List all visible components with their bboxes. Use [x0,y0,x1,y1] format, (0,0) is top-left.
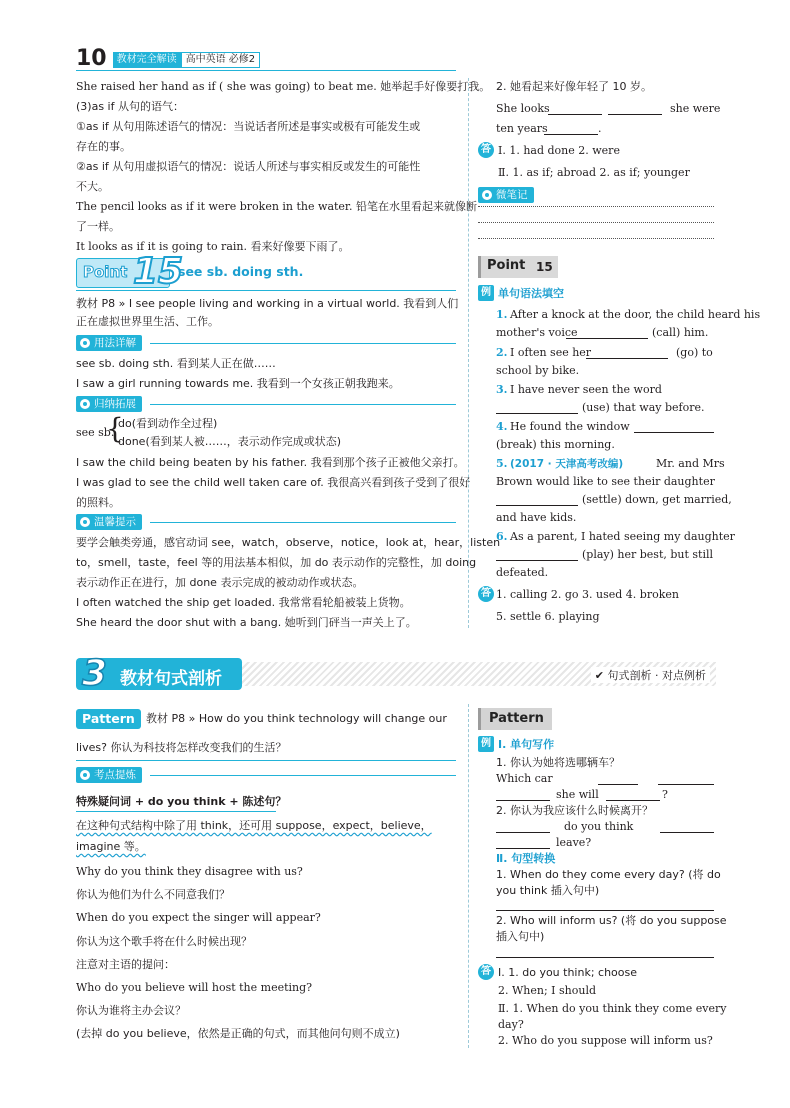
answer-line: day? [498,1018,524,1031]
summary-option: do(看到动作全过程) [118,417,218,430]
example-badge: 例 [478,736,494,752]
heading-rule [76,290,456,291]
book-title-badge: 高中英语 必修2 [181,52,261,68]
answer-blank[interactable] [496,800,550,801]
answer-line: Ⅰ. 1. do you think; choose [498,966,638,979]
textbook-source-line: 正在虚拟世界里生活、工作。 [76,315,219,328]
bulb-icon [80,517,90,527]
text-line: I was glad to see the child well taken care of. 我很高兴看到孩子受到了很好 [76,476,471,489]
item-text: (use) that way before. [582,401,705,414]
item-number: 4. [496,420,508,433]
heading-rule [76,760,456,761]
item-text: (play) her best, but still [582,548,714,561]
question-prompt: 2. 她看起来好像年轻了 10 岁。 [496,80,652,93]
point-phrase: see sb. doing sth. [178,264,304,279]
brace-symbol: { [106,412,124,445]
answer-line-blank[interactable] [496,910,714,911]
answer-line: 2. When; I should [498,984,597,997]
answer-blank[interactable] [566,338,648,339]
point-heading-box [76,251,184,292]
text-line: 要学会触类旁通，感官动词 see，watch，observe，notice，look at，hear，listen [76,536,501,549]
question-text: She looks [496,102,550,115]
item-text: Mr. and Mrs [656,457,725,470]
item-number: 2. [496,346,508,359]
answer-blank[interactable] [496,848,550,849]
textbook-source-line: 教材 P8 » How do you think technology will change our [146,712,447,725]
text-line: Who do you believe will host the meeting? [76,981,313,994]
item-text: (break) this morning. [496,438,615,451]
question-text: 2. Who will inform us? (将 do you suppose [496,914,727,927]
tag-rule [150,404,456,405]
item-text: and have kids. [496,511,577,524]
text-line: She heard the door shut with a bang. 她听到门砰当一声关上了。 [76,616,417,629]
section-subtitle: ✔ 句式剖析 · 对点例析 [591,667,710,683]
page-header [76,44,260,70]
answer-blank[interactable] [548,114,602,115]
pattern-formula: 特殊疑问词 + do you think + 陈述句？ [76,795,287,808]
question-text: you think 插入句中) [496,884,600,897]
text-line: I saw a girl running towards me. 我看到一个女孩正朝我跑来。 [76,377,400,390]
pattern-label: Pattern [76,709,141,729]
note-line[interactable] [478,238,714,239]
example-badge: 例 [478,285,494,301]
tag-usage-detail [76,335,142,351]
text-line: The pencil looks as if it were broken in the water. 铅笔在水里看起来就像断 [76,200,477,213]
answer-blank[interactable] [608,114,662,115]
summary-lead: see sb. [76,426,115,439]
item-number: 1. [496,308,508,321]
answer-blank[interactable] [586,358,668,359]
answer-blank[interactable] [606,800,660,801]
question-text: 插入句中) [496,930,545,943]
text-line: imagine 等。 [76,840,146,853]
question-prompt: 2. 你认为我应该什么时候离开？ [496,804,653,817]
column-divider-bottom [468,704,469,1048]
text-line: 你认为他们为什么不同意我们？ [76,888,230,901]
exercise-title: Ⅰ. 单句写作 [498,738,555,751]
banner-box [76,653,242,694]
item-number: 3. [496,383,508,396]
exercise-title: 单句语法填空 [498,287,564,300]
pattern-exercise-label: Pattern [478,708,552,730]
tag-rule [150,343,456,344]
summary-option: done(看到某人被……，表示动作完成或状态) [118,435,342,448]
section-title: 教材句式剖析 [120,669,222,689]
tag-key-point [76,767,142,783]
tag-label: 用法详解 [94,337,136,349]
answer-blank[interactable] [496,560,578,561]
item-text: He found the window [510,420,630,433]
period-text: . [598,122,602,135]
book-series-badge: 教材完全解读 [113,52,181,68]
text-line: 表示动作正在进行，加 done 表示完成的被动动作或状态。 [76,576,364,589]
text-line: 注意对主语的提问： [76,958,175,971]
item-text: (settle) down, get married, [582,493,732,506]
point-word: Point [487,258,526,273]
item-text: defeated. [496,566,549,579]
text-line: 的照料。 [76,496,120,509]
item-text: school by bike. [496,364,580,377]
formula-underline [76,811,276,812]
section-banner [76,653,716,694]
answer-blank[interactable] [658,784,714,785]
tag-tip [76,514,142,530]
point-number: 15 [536,260,553,274]
answer-blank[interactable] [496,413,578,414]
text-line: ①as if 从句用陈述语气的情况：当说话者所述是事实或极有可能发生或 [76,120,421,133]
answer-line: 1. calling 2. go 3. used 4. broken [496,588,679,601]
question-text: she will [556,788,599,801]
answer-line-blank[interactable] [496,957,714,958]
answer-blank[interactable] [598,784,638,785]
question-text: ten years [496,122,548,135]
tag-label: 归纳拓展 [94,398,136,410]
header-rule [76,70,456,71]
text-line: I saw the child being beaten by his father. 我看到那个孩子正被他父亲打。 [76,456,465,469]
item-number: 6. [496,530,508,543]
text-line: When do you expect the singer will appear? [76,911,321,924]
answer-blank[interactable] [634,432,714,433]
text-line: It looks as if it is going to rain. 看来好像要下雨了。 [76,240,350,253]
item-source: (2017 · 天津高考改编) [510,458,624,470]
text-line: 在这种句式结构中除了用 think，还可用 suppose，expect，believe， [76,819,432,832]
gear-icon [80,770,90,780]
answer-badge: 答 [478,586,494,602]
item-text: (call) him. [652,326,709,339]
text-line: I often watched the ship get loaded. 我常常看轮船被装上货物。 [76,596,411,609]
item-text: Brown would like to see their daughter [496,475,715,488]
text-line: 了一样。 [76,220,120,233]
answer-line: 2. Who do you suppose will inform us? [498,1034,713,1047]
item-text: I have never seen the word [510,383,662,396]
text-line: 存在的事。 [76,140,131,153]
note-line[interactable] [478,222,714,223]
text-line: 你认为谁将主办会议？ [76,1004,186,1017]
exercise-title: Ⅱ. 句型转换 [496,852,556,865]
bulb-icon [80,399,90,409]
question-text: leave? [556,836,592,849]
text-line: see sb. doing sth. 看到某人正在做…… [76,357,276,370]
textbook-source-line: lives? 你认为科技将怎样改变我们的生活？ [76,741,287,754]
answer-line: Ⅰ. 1. had done 2. were [498,144,620,157]
bulb-icon [80,338,90,348]
text-line: Why do you think they disagree with us? [76,865,303,878]
question-text: do you think [564,820,634,833]
answer-line: 5. settle 6. playing [496,610,600,623]
text-line: to，smell，taste，feel 等的用法基本相似，加 do 表示动作的完整性，加 doing [76,556,477,569]
answer-blank[interactable] [496,832,550,833]
point-number: 15 [133,251,184,292]
answer-blank[interactable] [660,832,714,833]
tag-rule [150,775,456,776]
text-line: She raised her hand as if ( she was going) to beat me. 她举起手好像要打我。 [76,80,491,93]
item-text: I often see her [510,346,592,359]
tag-label: 温馨提示 [94,516,136,528]
item-text: (go) to [676,346,713,359]
question-prompt: 1. 你认为她将选哪辆车？ [496,756,620,769]
check-icon: ✔ [594,669,608,682]
tag-summary [76,396,142,412]
text-line: 不大。 [76,180,109,193]
text-line: ②as if 从句用虚拟语气的情况：说话人所述与事实相反或发生的可能性 [76,160,421,173]
question-mark: ? [662,788,668,801]
tag-notes [478,187,534,203]
answer-line: Ⅱ. 1. as if; abroad 2. as if; younger [498,166,690,179]
question-text: 1. When do they come every day? (将 do [496,868,721,881]
answer-line: Ⅱ. 1. When do you think they come every [498,1002,727,1015]
pencil-icon [482,190,492,200]
item-text: As a parent, I hated seeing my daughter [510,530,735,543]
text-line: (去掉 do you believe，依然是正确的句式，而其他问句则不成立) [76,1027,400,1040]
item-text: mother's voice [496,326,578,339]
point-word: Point [83,263,128,281]
answer-badge: 答 [478,964,494,980]
answer-blank[interactable] [496,505,578,506]
tag-label: 微笔记 [496,189,528,201]
tag-label: 考点提炼 [94,769,136,781]
text-line: 你认为这个歌手将在什么时候出现？ [76,935,252,948]
textbook-source-line: 教材 P8 » I see people living and working in a virtual world. 我看到人们 [76,297,459,310]
answer-badge: 答 [478,142,494,158]
question-text: she were [670,102,721,115]
item-number: 5. [496,457,508,470]
item-text: After a knock at the door, the child heard his [510,308,761,321]
tag-rule [150,522,456,523]
answer-blank[interactable] [544,134,598,135]
note-line[interactable] [478,206,714,207]
page-number: 10 [76,46,107,71]
text-line: (3)as if 从句的语气： [76,100,184,113]
section-number: 3 [82,653,108,694]
question-text: Which car [496,772,553,785]
